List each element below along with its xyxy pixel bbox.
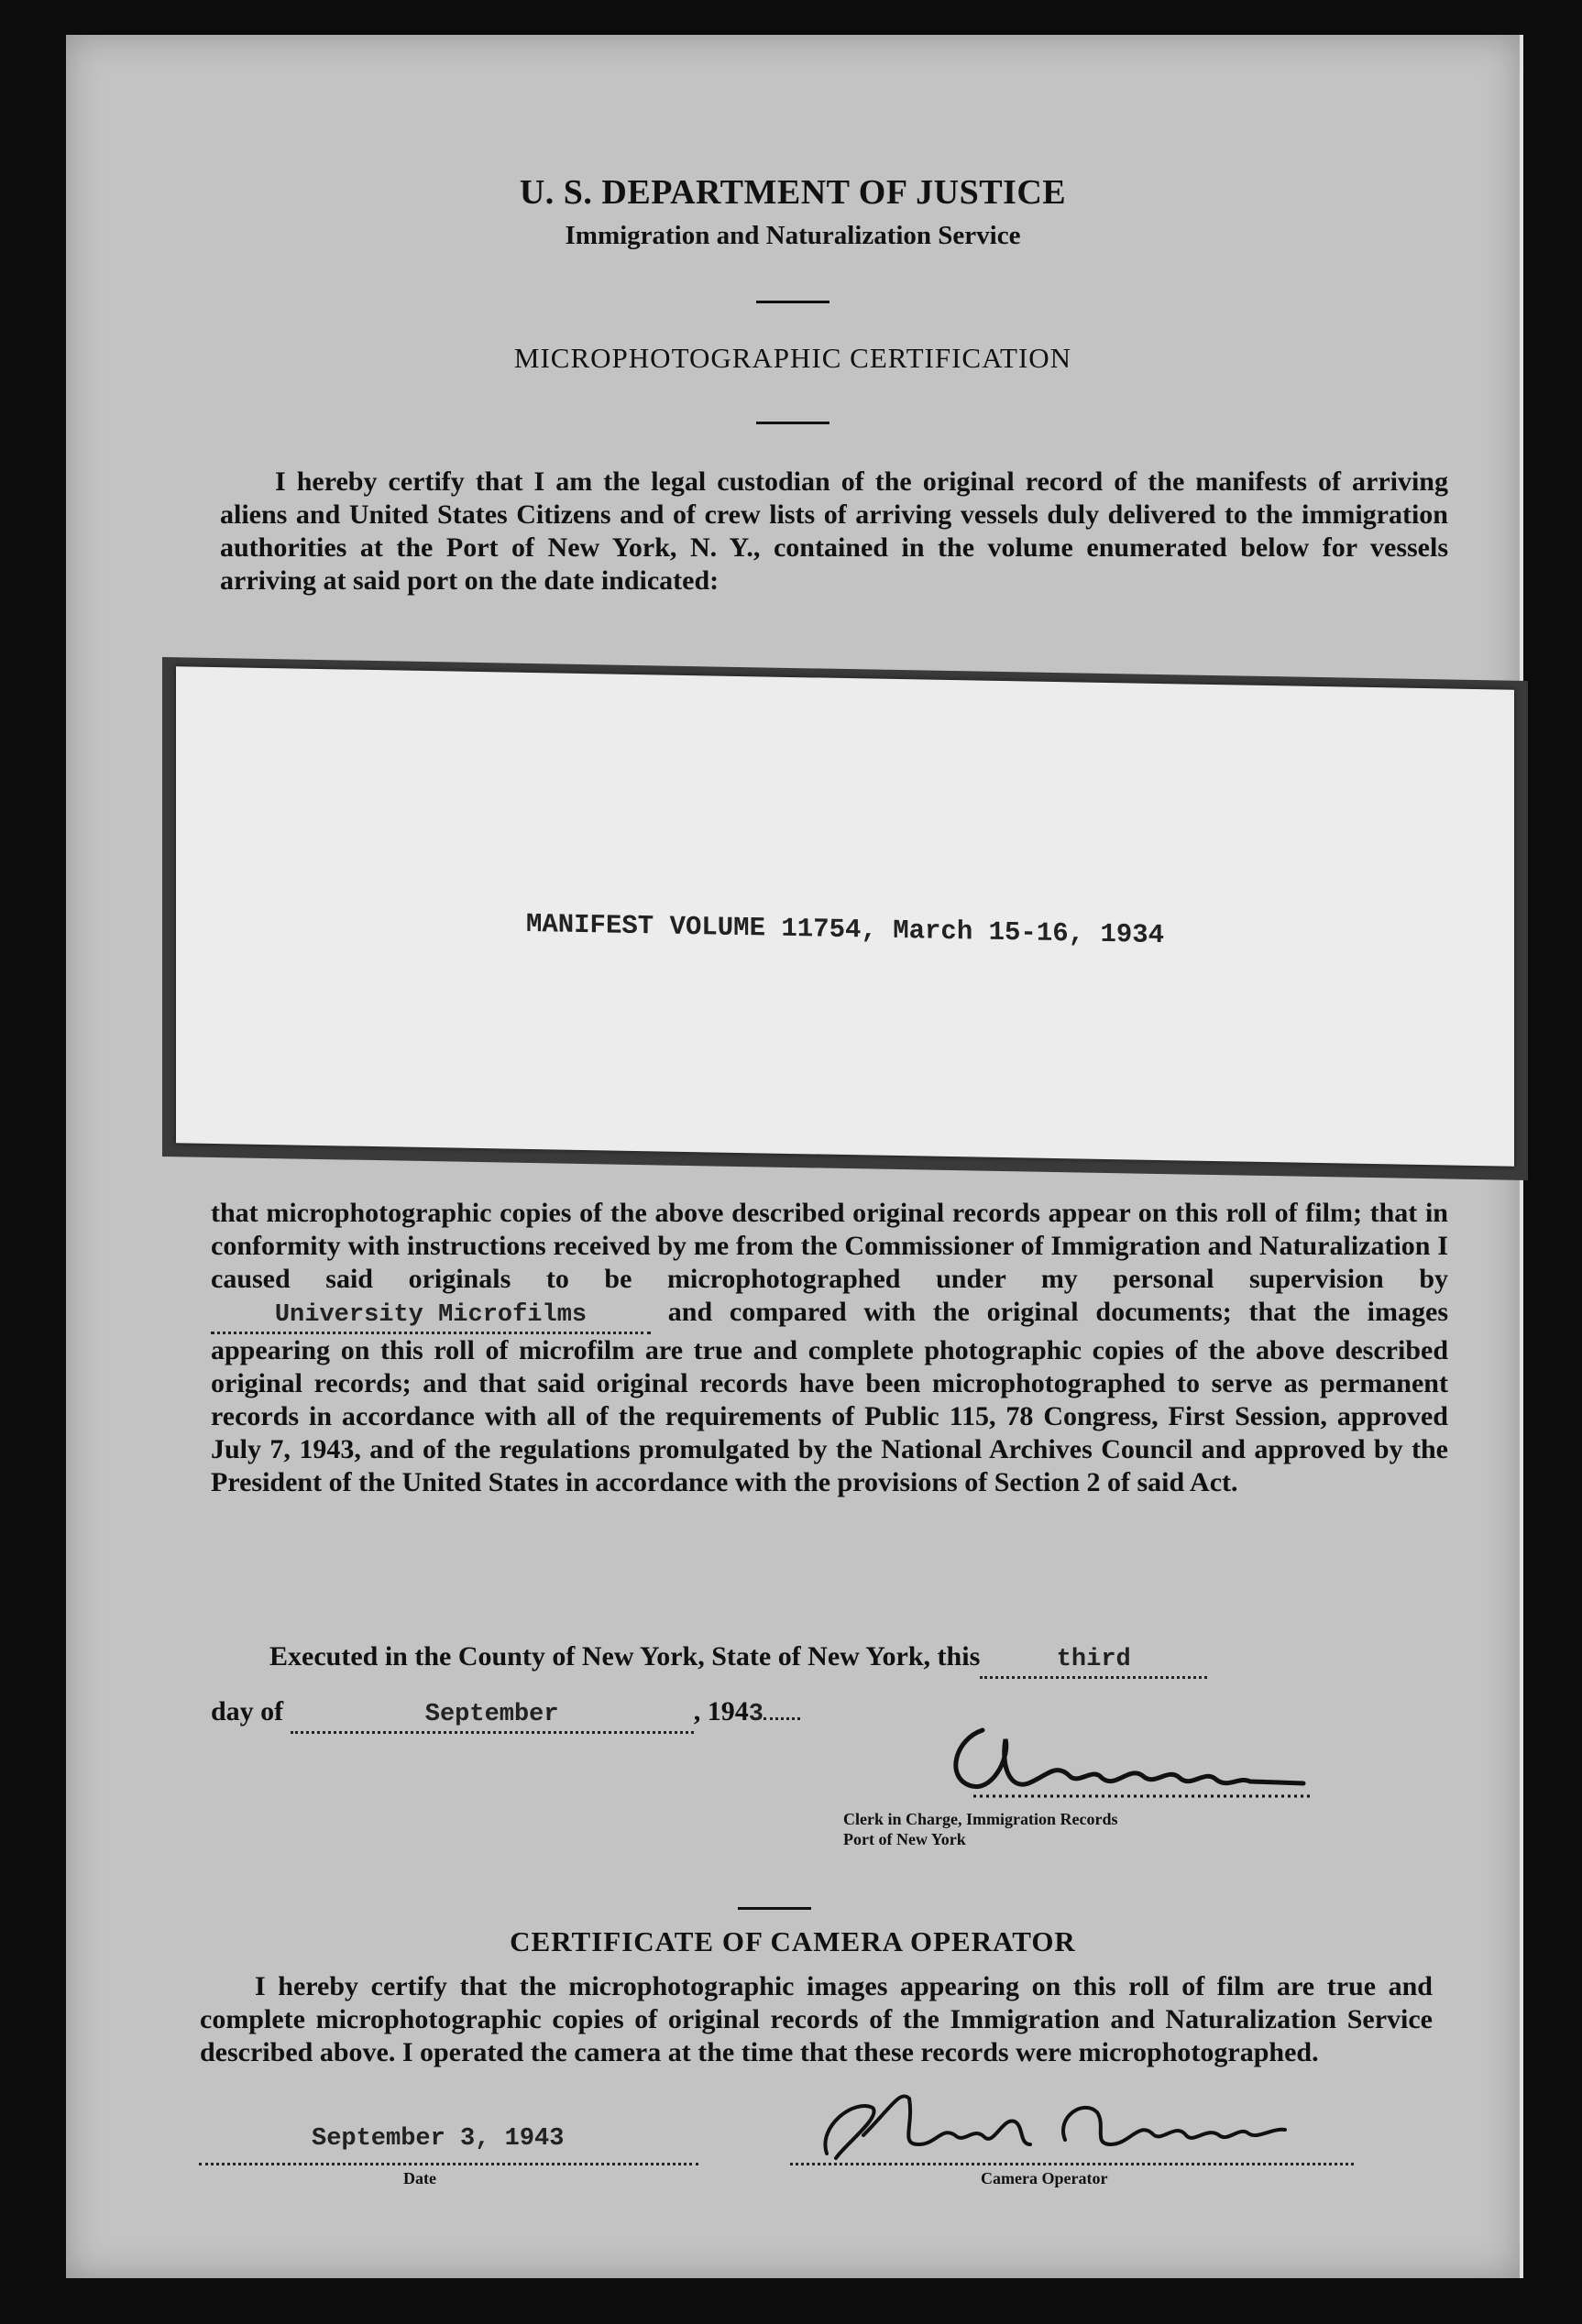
camera-operator-title: CERTIFICATE OF CAMERA OPERATOR: [510, 1925, 1076, 1957]
executed-line: [269, 1640, 1461, 1679]
clerk-signature: [918, 1712, 1322, 1813]
service-subheading: Immigration and Naturalization Service: [565, 221, 1021, 250]
clerk-title: [843, 1809, 1117, 1849]
year-digit: 3: [748, 1701, 764, 1728]
camera-operator-paragraph: I hereby certify that the microphotographic images appearing on this roll of film are true and complete microphotographic copies of original records of the Immigration and Naturalization Service described above. I operated the camera at the time that these records were microphotographed.: [200, 1971, 1433, 2067]
clerk-title-line1: Clerk in Charge, Immigration Records: [843, 1810, 1118, 1828]
manifest-volume-label: MANIFEST VOLUME 11754, March 15-16, 1934: [525, 908, 1165, 951]
certification-title: MICROPHOTOGRAPHIC CERTIFICATION: [513, 342, 1072, 374]
filmed-by-field: University Microfilms: [211, 1299, 651, 1334]
camera-date-value: September 3, 1943: [312, 2125, 565, 2153]
intro-paragraph: I hereby certify that I am the legal custodian of the original record of the manifests of arriving aliens and United States Citizens and of crew lists of arriving vessels duly delivered to the immigration authorities at the Port of New York, N. Y., contained in the volume enumerated below for vessels arriving at said port on the date indicated:: [220, 466, 1448, 596]
year-prefix: , 194: [693, 1696, 749, 1727]
dot-leader: [764, 1717, 800, 1720]
body-text-part2: and compared with the original documents; that the images appearing on this roll of microfilm are true and complete photographic copies of the above described original records; and that said original records have been microphotographed to serve as permanent records in accordance with all of the requirements of Public 115, 78 Congress, First Session, approved July 7, 1943, and of the regulations promulgated by the National Archives Council and approved by the President of the United States in accordance with the provisions of Section 2 of said Act.: [211, 1297, 1448, 1497]
month-field: September: [291, 1698, 694, 1734]
divider: [756, 301, 829, 303]
date-label: Date: [403, 2169, 436, 2187]
certificate-page: [66, 35, 1523, 2278]
certification-body: [211, 1197, 1448, 1499]
camera-operator-signature: [790, 2071, 1303, 2172]
day-of-label: day of: [211, 1696, 284, 1727]
department-heading: U. S. DEPARTMENT OF JUSTICE: [519, 173, 1067, 212]
clerk-title-line2: Port of New York: [843, 1830, 966, 1848]
executed-text: Executed in the County of New York, State of New York, this: [269, 1641, 981, 1672]
day-field: third: [980, 1643, 1207, 1679]
body-text-part1: that microphotographic copies of the above described original records appear on this roll of film; that in conformity with instructions received by me from the Commissioner of Immigration and Naturalization I caused said originals to be microphotographed under my personal supervision by: [211, 1198, 1448, 1294]
manifest-label-strip: [176, 666, 1514, 1166]
camera-operator-label: Camera Operator: [981, 2169, 1108, 2187]
divider: [738, 1907, 811, 1910]
divider: [756, 422, 829, 424]
